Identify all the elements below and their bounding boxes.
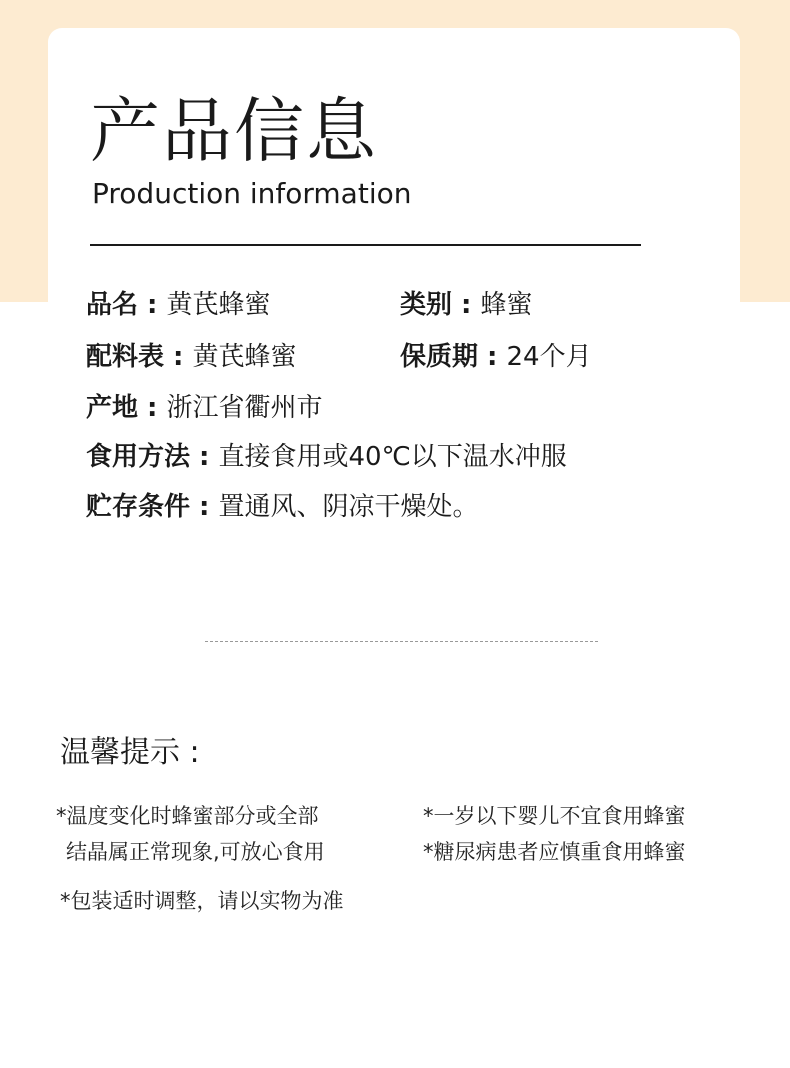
usage-label: 食用方法 : (86, 442, 219, 472)
usage-value: 直接食用或40℃以下温水冲服 (218, 442, 567, 472)
tips-title: 温馨提示 : (60, 735, 200, 770)
tip-crystallization-line2: 结晶属正常现象,可放心食用 (66, 840, 325, 864)
category-value: 蜂蜜 (480, 290, 533, 320)
info-row-storage (86, 490, 479, 524)
info-row-name (86, 288, 271, 322)
storage-value: 置通风、阴凉干燥处。 (218, 492, 479, 522)
tip-crystallization-line1: *温度变化时蜂蜜部分或全部 (56, 804, 319, 828)
shelf-life-value: 24个月 (506, 342, 592, 372)
origin-label: 产地 : (86, 393, 167, 423)
ingredients-value: 黄芪蜂蜜 (192, 342, 297, 372)
info-row-shelf-life (400, 340, 592, 374)
tip-diabetes: *糖尿病患者应慎重食用蜂蜜 (423, 840, 686, 864)
page-title: 产品信息 (90, 90, 378, 172)
info-row-ingredients (86, 340, 297, 374)
info-row-category (400, 288, 533, 322)
title-underline (90, 244, 641, 246)
dashed-divider (205, 641, 598, 642)
tip-infants: *一岁以下婴儿不宜食用蜂蜜 (423, 804, 686, 828)
page-subtitle: Production information (92, 177, 412, 210)
origin-value: 浙江省衢州市 (166, 393, 323, 423)
info-row-origin (86, 391, 323, 425)
name-label: 品名 : (86, 290, 167, 320)
tip-packaging: *包装适时调整，请以实物为准 (60, 889, 344, 913)
storage-label: 贮存条件 : (86, 492, 219, 522)
shelf-life-label: 保质期 : (400, 342, 507, 372)
category-label: 类别 : (400, 290, 481, 320)
name-value: 黄芪蜂蜜 (166, 290, 271, 320)
info-row-usage (86, 440, 567, 474)
ingredients-label: 配料表 : (86, 342, 193, 372)
